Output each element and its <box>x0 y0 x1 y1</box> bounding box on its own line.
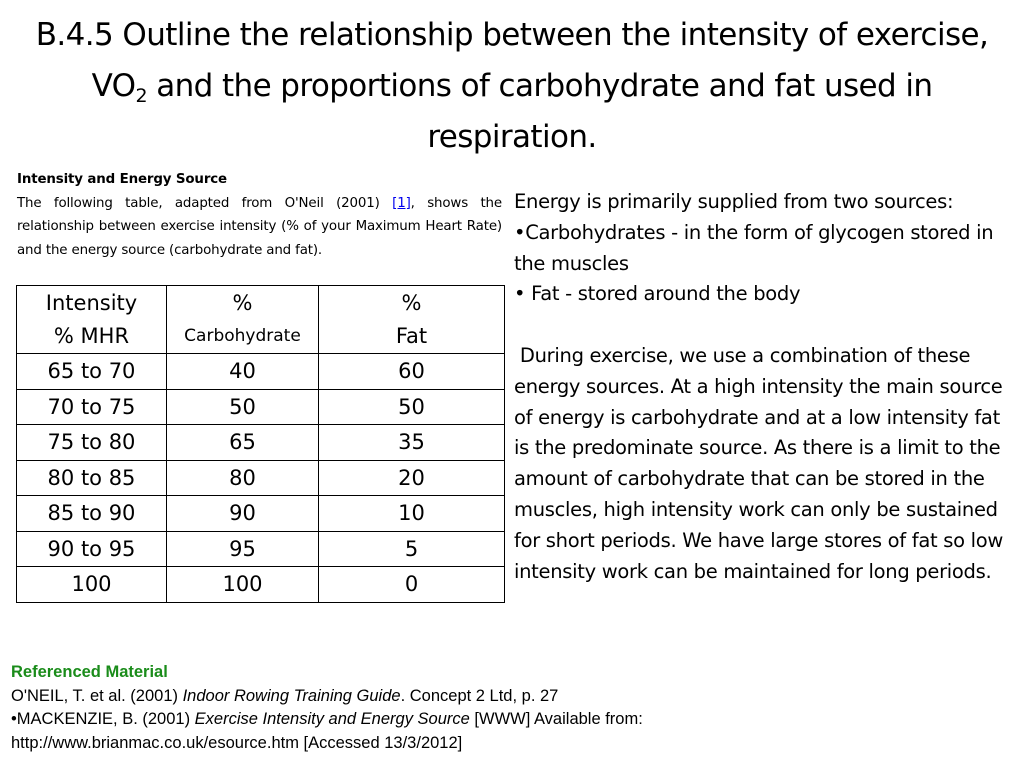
cell-intensity: 100 <box>17 567 167 603</box>
cell-intensity: 85 to 90 <box>17 496 167 532</box>
cell-intensity: 80 to 85 <box>17 460 167 496</box>
table-row <box>17 425 505 461</box>
cell-carbohydrate: 50 <box>167 389 319 425</box>
cell-carbohydrate: 65 <box>167 425 319 461</box>
reference-mackenzie-availability: [WWW] Available from: <box>469 710 643 728</box>
reference-oneil <box>11 685 1011 709</box>
references-heading: Referenced Material <box>11 663 168 681</box>
citation-link[interactable]: [1] <box>392 195 411 211</box>
table-header-row <box>17 286 505 354</box>
header-carbohydrate-line2: Carbohydrate <box>184 325 301 346</box>
cell-carbohydrate: 100 <box>167 567 319 603</box>
reference-oneil-authors: O'NEIL, T. et al. (2001) <box>11 686 183 705</box>
intensity-energy-table <box>16 285 505 603</box>
cell-carbohydrate: 90 <box>167 496 319 532</box>
cell-fat: 10 <box>319 496 505 532</box>
header-intensity-line1: Intensity <box>45 290 138 315</box>
cell-carbohydrate: 40 <box>167 354 319 390</box>
exercise-paragraph: During exercise, we use a combination of these energy sources. At a high intensity the main source of energy is carbohydrate and at a low intensity fat is the predominate source. As there is a limit to the amount of carbohydrate that can be stored in the muscles, high intensity work can only be sustained for short periods. We have large stores of fat so low intensity work can be maintained for long periods. <box>514 343 1009 583</box>
energy-sources-text <box>514 187 1009 587</box>
reference-mackenzie <box>11 708 1011 732</box>
carbohydrate-bullet: •Carbohydrates - in the form of glycogen stored in the muscles <box>514 220 994 275</box>
cell-intensity: 75 to 80 <box>17 425 167 461</box>
references-section <box>11 661 1011 755</box>
energy-sources-intro: Energy is primarily supplied from two sources: <box>514 190 954 213</box>
header-carbohydrate-line1: % <box>232 290 253 315</box>
intro-text-after-link: , shows the relationship between exercise intensity (% of your Maximum Heart Rate) and the energy source (carbohydrate and fat). <box>17 195 502 258</box>
cell-fat: 60 <box>319 354 505 390</box>
header-intensity <box>17 286 167 354</box>
intro-text-before-link: The following table, adapted from O'Neil (2001) <box>17 195 393 211</box>
cell-carbohydrate: 95 <box>167 531 319 567</box>
header-carbohydrate <box>167 286 319 354</box>
cell-intensity: 70 to 75 <box>17 389 167 425</box>
title-part-1: B.4.5 Outline the relationship between the intensity of exercise, VO <box>35 17 989 104</box>
header-intensity-line2: % MHR <box>53 323 130 348</box>
reference-oneil-title: Indoor Rowing Training Guide <box>182 686 401 705</box>
cell-fat: 20 <box>319 460 505 496</box>
slide-title <box>20 10 1004 163</box>
table-row <box>17 460 505 496</box>
title-subscript: 2 <box>135 85 147 107</box>
reference-mackenzie-authors: •MACKENZIE, B. (2001) <box>11 710 195 728</box>
cell-fat: 5 <box>319 531 505 567</box>
header-fat-line1: % <box>401 290 422 315</box>
reference-mackenzie-title: Exercise Intensity and Energy Source <box>194 710 470 728</box>
table-row <box>17 567 505 603</box>
header-fat-line2: Fat <box>395 323 428 348</box>
fat-bullet: • Fat - stored around the body <box>514 282 801 306</box>
reference-mackenzie-url: http://www.brianmac.co.uk/esource.htm [Accessed 13/3/2012] <box>11 733 463 752</box>
cell-intensity: 65 to 70 <box>17 354 167 390</box>
table-row <box>17 354 505 390</box>
cell-fat: 35 <box>319 425 505 461</box>
header-fat <box>319 286 505 354</box>
table-row <box>17 531 505 567</box>
title-part-2: and the proportions of carbohydrate and fat used in respiration. <box>146 68 933 155</box>
cell-carbohydrate: 80 <box>167 460 319 496</box>
table-row <box>17 389 505 425</box>
intro-heading: Intensity and Energy Source <box>17 172 227 187</box>
cell-intensity: 90 to 95 <box>17 531 167 567</box>
intro-text <box>17 168 502 262</box>
reference-oneil-publisher: . Concept 2 Ltd, p. 27 <box>400 686 559 705</box>
cell-fat: 50 <box>319 389 505 425</box>
table-row <box>17 496 505 532</box>
cell-fat: 0 <box>319 567 505 603</box>
paragraph-spacer <box>514 310 1004 341</box>
